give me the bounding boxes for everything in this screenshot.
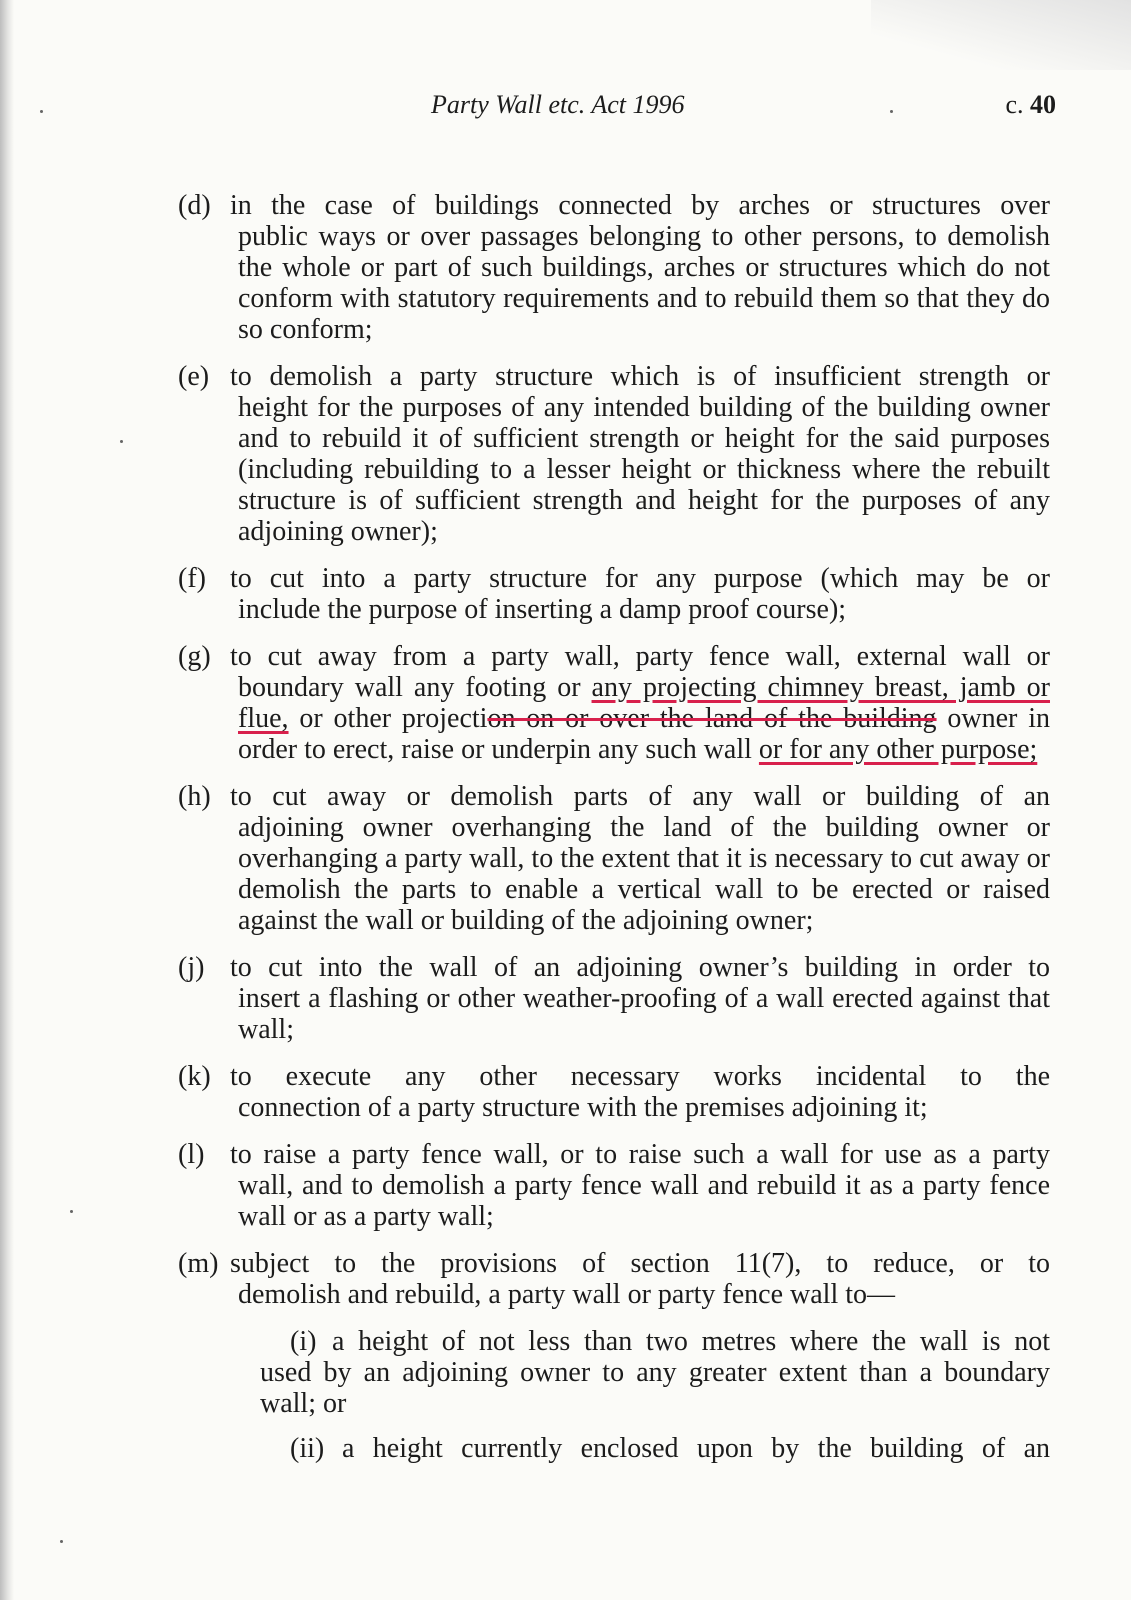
paragraph-g xyxy=(178,641,1050,765)
paragraph-first-line: to cut into the wall of an adjoining owner’s building in order to xyxy=(230,952,1050,983)
paragraph-text: public ways or over passages belonging to other persons, to demolish the whole or part of such buildings, arches or structures which do not conform with statutory requirements and to rebuild them so that they do so conform; xyxy=(238,221,1050,345)
running-title: Party Wall etc. Act 1996 xyxy=(431,90,685,119)
paragraph-first-line: to cut away from a party wall, party fence wall, external wall or xyxy=(230,641,1050,672)
paragraph-text: insert a flashing or other weather-proofing of a wall erected against that wall; xyxy=(238,983,1050,1045)
paragraph-first-line: to cut into a party structure for any purpose (which may be or xyxy=(230,563,1050,594)
scan-speck xyxy=(40,110,43,113)
subparagraph-first-line: a height of not less than two metres where the wall is not xyxy=(332,1326,1050,1357)
text-segment: owner in order to erect, raise or underpin any such wall xyxy=(238,703,1050,765)
paragraph-j xyxy=(178,952,1050,1045)
paragraph-label: (g) xyxy=(178,641,211,672)
chapter-prefix: c. xyxy=(1005,90,1024,119)
scan-speck xyxy=(70,1210,73,1213)
paragraph-text: connection of a party structure with the premises adjoining it; xyxy=(238,1092,928,1123)
paragraph-text: wall, and to demolish a party fence wall and rebuild it as a party fence wall or as a party wall; xyxy=(238,1170,1050,1232)
text-segment: boundary wall any footing or xyxy=(238,672,592,703)
paragraph-f xyxy=(178,563,1050,625)
paragraph-first-line: to execute any other necessary works incidental to the xyxy=(230,1061,1050,1092)
paragraph-h xyxy=(178,781,1050,936)
paragraph-text: height for the purposes of any intended building of the building owner and to rebuild it of sufficient strength or height for the said purposes (including rebuilding to a lesser height or thickness where the rebuilt structure is of sufficient strength and height for the purposes of any adjoining owner); xyxy=(238,392,1050,547)
paragraph-first-line: in the case of buildings connected by arches or structures over xyxy=(230,190,1050,221)
paragraph-first-line: subject to the provisions of section 11(7), to reduce, or to xyxy=(230,1248,1050,1279)
paragraph-first-line: to cut away or demolish parts of any wall or building of an xyxy=(230,781,1050,812)
statute-body xyxy=(178,190,1050,1478)
subparagraph-i xyxy=(260,1326,1050,1419)
paragraph-label: (d) xyxy=(178,190,211,221)
paragraph-label: (f) xyxy=(178,563,206,594)
subparagraph-label: (ii) xyxy=(290,1433,325,1464)
paragraph-text: demolish and rebuild, a party wall or party fence wall to— xyxy=(238,1279,896,1310)
red-underline-annotation: any projecting chimney breast, jamb or flue, xyxy=(238,672,1050,734)
paragraph-label: (e) xyxy=(178,361,210,392)
paragraph-d xyxy=(178,190,1050,345)
subparagraph-ii xyxy=(260,1433,1050,1464)
subparagraph-text: used by an adjoining owner to any greater extent than a boundary wall; or xyxy=(260,1357,1050,1419)
paragraph-text xyxy=(178,672,1050,765)
paragraph-text: include the purpose of inserting a damp proof course); xyxy=(238,594,847,625)
paragraph-l xyxy=(178,1139,1050,1232)
paragraph-k xyxy=(178,1061,1050,1123)
scan-speck xyxy=(890,110,893,113)
text-segment: or other projecti xyxy=(288,703,488,734)
scan-corner-shadow xyxy=(871,0,1131,70)
paragraph-label: (j) xyxy=(178,952,205,983)
paragraph-label: (k) xyxy=(178,1061,211,1092)
subparagraph-first-line: a height currently enclosed upon by the building of an xyxy=(342,1433,1050,1464)
page-header xyxy=(0,90,1131,130)
red-underline-annotation: or for any other purpose; xyxy=(758,734,1038,765)
paragraph-e xyxy=(178,361,1050,547)
paragraph-m xyxy=(178,1248,1050,1310)
paragraph-label: (m) xyxy=(178,1248,219,1279)
paragraph-label: (l) xyxy=(178,1139,205,1170)
chapter-reference xyxy=(1005,90,1056,120)
scan-speck xyxy=(120,440,123,443)
paragraph-label: (h) xyxy=(178,781,211,812)
paragraph-first-line: to demolish a party structure which is of insufficient strength or xyxy=(230,361,1050,392)
page-binding-edge xyxy=(0,0,14,1600)
scan-speck xyxy=(60,1540,63,1543)
subparagraph-label: (i) xyxy=(290,1326,317,1357)
paragraph-first-line: to raise a party fence wall, or to raise such a wall for use as a party xyxy=(230,1139,1050,1170)
red-strike-annotation: on on or over the land of the building xyxy=(487,703,937,734)
paragraph-text: adjoining owner overhanging the land of the building owner or overhanging a party wall, to the extent that it is necessary to cut away or demolish the parts to enable a vertical wall to be erected or raised against the wall or building of the adjoining owner; xyxy=(238,812,1050,936)
chapter-number: 40 xyxy=(1030,90,1056,119)
